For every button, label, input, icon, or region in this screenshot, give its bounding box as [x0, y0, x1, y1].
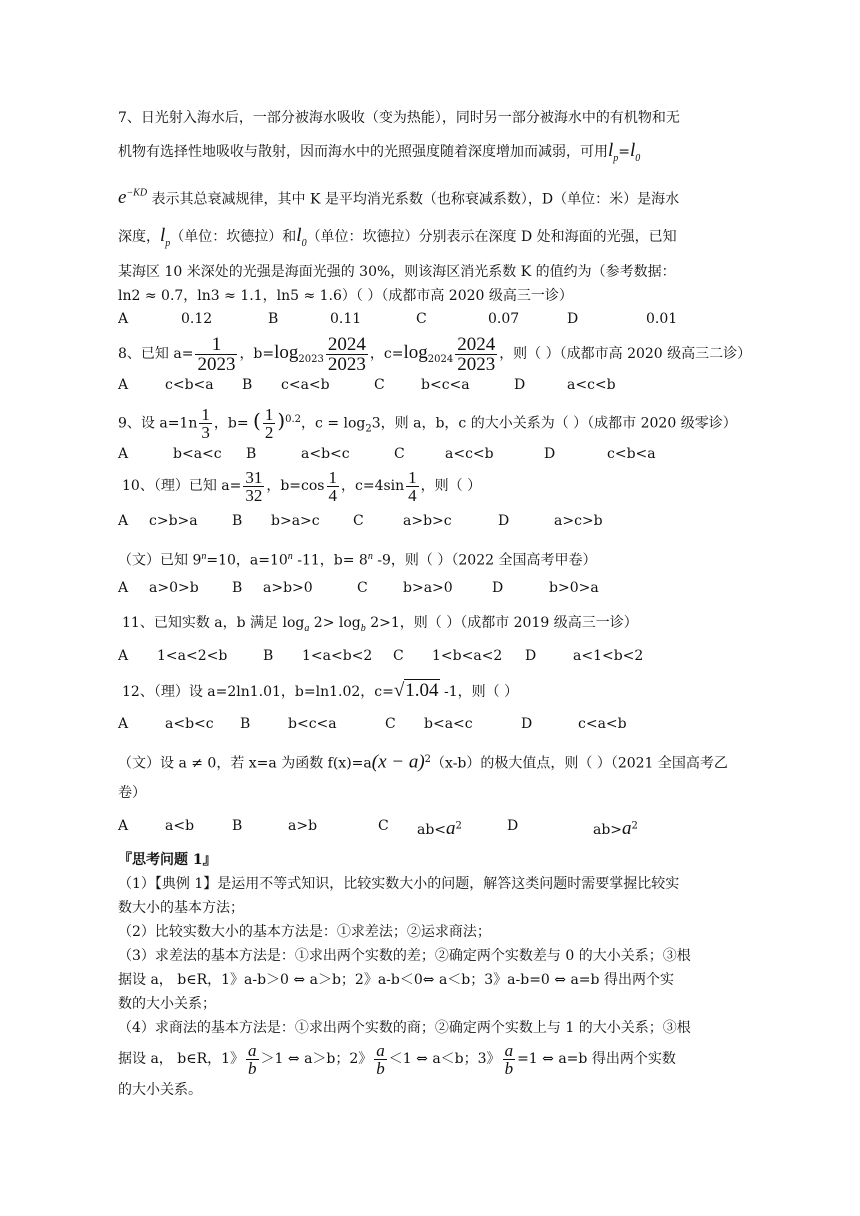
q7-line4: 深度，$l_p$（单位：坎德拉）和$l_0$（单位：坎德拉）分别表示在深度 D 处和海面的光强，已知: [118, 225, 677, 249]
q7-line3: $e^{-KD}$ 表示其总衰减规律，其中 K 是平均消光系数（也称衰减系数），D（单位：米）是海水: [118, 187, 680, 209]
think-p1b: 数大小的基本方法；: [118, 900, 244, 916]
think-p3a: （3）求差法的基本方法是：①求出两个实数的差；②确定两个实数差与 0 的大小关系；③根: [118, 948, 691, 964]
q9-stem: 9、设 a=1n $\frac{1}{3}$ ，b= ( $\frac{1}{2}$ )$^{0.2}$，$c = \log_23$，则 a，b，c 的大小关系为（ ）（成都市 2020 级零诊）: [118, 405, 737, 443]
q7-line6: ln2 ≈ 0.7，ln3 ≈ 1.1，ln5 ≈ 1.6）（ ）（成都市高 2020 级高三一诊）: [118, 288, 573, 304]
page: 7、日光射入海水后，一部分被海水吸收（变为热能），同时另一部分被海水中的有机物和无 机物有选择性地吸收与散射，因而海水中的光照强度随着深度增加而减弱，可用$l_p=l_0$ $e^{-KD}$ 表示其总衰减规律，其中 K 是平均消光系数（也称衰减系数），D（单位：米）是海水 深度，$l_p$（单位：坎德拉）和$l_0$（单位：坎德拉）分别表示在深度 D 处和海面的光强，已知 某海区 10 米深处的光强是海面光强的 30%，则该海区消光系数 K 的值约为（参考数据： ln2 ≈ 0.7，ln3 ≈ 1.1，ln5 ≈ 1.6）（ ）（成都市高 2020 级高三一诊） A 0.12 B 0.11 C 0.07 D 0.01 8、已知 a= $\frac{1}{2023}$ ，$b=\log_{2023}$ $\frac{2024}{2023}$ ，$c=\log_{2024}$ $\frac{2024}{2023}$ ，则（ ）（成都市高 2020 级高三二诊） A c<b<a B c<a<b C b<c<a D a<c<b 9、设 a=1n $\frac{1}{3}$ ，b= ( $\frac{1}{2}$ )$^{0.2}$，$c = \log_23$，则 a，b，c 的大小关系为（ ）（成都市 2020 级零诊） A b<a<c B a<b<c C a<c<b D c<b<a 10、（理）已知 a= $\frac{31}{32}$ ，b=cos $\frac{1}{4}$ ，c=4sin $\frac{1}{4}$ ，则（ ） A c>b>a B b>a>c C a>b>c D a>c>b （文）已知 $9^n=10$，$a=10^n$ -11，$b= 8^n$ -9，则（ ）（2022 全国高考甲卷） A a>0>b B a>b>0 C b>a>0 D b>0>a 11、已知实数 a，b 满足 $\log_a 2> \log_b 2>1$，则（ ）（成都市 2019 级高三一诊） A 1<a<2<b B 1<a<b<2 C 1<b<a<2 D a<1<b<2 12、（理）设 a=2ln1.01，b=ln1.02，c=√1.04 -1，则（ ） A a<b<c B b<c<a C b<a<c D c<a<b （文）设 a ≠ 0，若 x=a 为函数 $f(x)=a(x - a)^2(x-b)$的极大值点，则（ ）（2021 全国高考乙 卷） A a<b B a>b C $ab<a^2$ D $ab>a^2$ 『思考问题 1』 （1）【典例 1】是运用不等式知识，比较实数大小的问题，解答这类问题时需要掌握比较实 数大小的基本方法； （2）比较实数大小的基本方法是：①求差法；②运求商法； （3）求差法的基本方法是：①求出两个实数的差；②确定两个实数差与 0 的大小关系；③根 据设 a， b∈R，1》a-b＞0 ⇔ a＞b；2》a-b＜0⇔ a＜b；3》a-b=0 ⇔ a=b 得出两个实 数的大小关系； （4）求商法的基本方法是：①求出两个实数的商；②确定两个实数上与 1 的大小关系；③根 据设 a， b∈R，1》 $\frac{a}{b}$ ＞1 ⇔ a＞b；2》 $\frac{a}{b}$ ＜1 ⇔ a＜b；3》 $\frac{a}{b}$ =1 ⇔ a=b 得出两个实数 的大小关系。: [118, 110, 752, 1098]
q7-line1: 7、日光射入海水后，一部分被海水吸收（变为热能），同时另一部分被海水中的有机物和无: [118, 110, 680, 126]
think-p4a: （4）求商法的基本方法是：①求出两个实数的商；②确定两个实数上与 1 的大小关系；③根: [118, 1020, 691, 1036]
q10-stem: 10、（理）已知 a= $\frac{31}{32}$ ，b=cos $\frac{1}{4}$ ，c=4sin $\frac{1}{4}$ ，则（ ）: [122, 467, 482, 505]
q11-stem: 11、已知实数 a，b 满足 $\log_a 2> \log_b 2>1$，则（ ）（成都市 2019 级高三一诊）: [122, 615, 638, 634]
q12w-stem-cont: 卷）: [118, 785, 146, 801]
think-p1a: （1）【典例 1】是运用不等式知识，比较实数大小的问题，解答这类问题时需要掌握比较实: [118, 876, 680, 892]
q8-stem: 8、已知 a= $\frac{1}{2023}$ ，$b=\log_{2023}$ $\frac{2024}{2023}$ ，$c=\log_{2024}$ $\frac{2024}{2023}$ ，则（ ）（成都市高 2020 级高三二诊）: [118, 333, 752, 375]
q12w-stem: （文）设 a ≠ 0，若 x=a 为函数 $f(x)=a(x - a)^2(x-b)$的极大值点，则（ ）（2021 全国高考乙: [118, 751, 728, 773]
q12-stem: 12、（理）设 a=2ln1.01，b=ln1.02，c=√1.04 -1，则（ ）: [122, 680, 519, 701]
think-p4b: 据设 a， b∈R，1》 $\frac{a}{b}$ ＞1 ⇔ a＞b；2》 $\frac{a}{b}$ ＜1 ⇔ a＜b；3》 $\frac{a}{b}$ =1 ⇔ a=b 得出两个实数: [118, 1040, 676, 1078]
think-p4c: 的大小关系。: [118, 1082, 202, 1098]
q7-line5: 某海区 10 米深处的光强是海面光强的 30%，则该海区消光系数 K 的值约为（参考数据：: [118, 264, 676, 280]
think-p3c: 数的大小关系；: [118, 996, 216, 1012]
think-title: 『思考问题 1』: [118, 852, 217, 868]
think-p2: （2）比较实数大小的基本方法是：①求差法；②运求商法；: [118, 924, 491, 940]
q7-line2: 机物有选择性地吸收与散射，因而海水中的光照强度随着深度增加而减弱，可用$l_p=l_0$: [118, 140, 641, 164]
think-p3b: 据设 a， b∈R，1》a-b＞0 ⇔ a＞b；2》a-b＜0⇔ a＜b；3》a-b=0 ⇔ a=b 得出两个实: [118, 972, 674, 988]
q10w-stem: （文）已知 $9^n=10$，$a=10^n$ -11，$b= 8^n$ -9，则（ ）（2022 全国高考甲卷）: [118, 551, 597, 569]
